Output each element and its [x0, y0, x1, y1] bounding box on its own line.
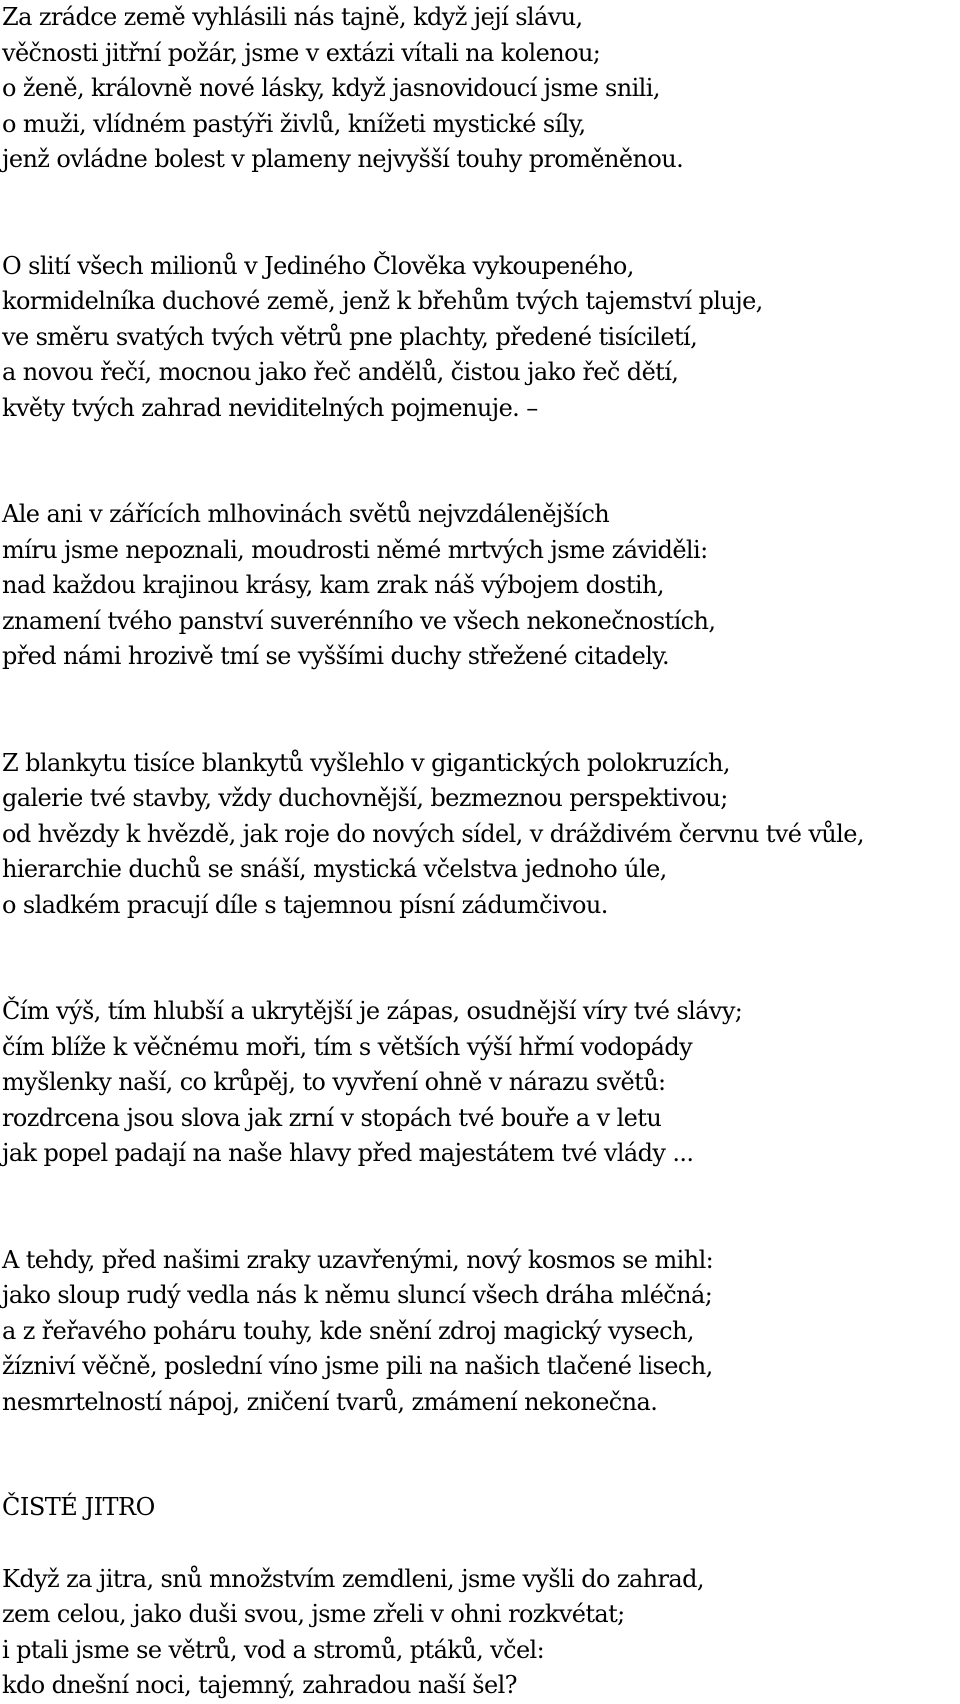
poem-line: jak popel padají na naše hlavy před majestátem tvé vlády ... — [2, 1139, 694, 1167]
title-gap — [2, 1526, 958, 1562]
poem-line: ve směru svatých tvých větrů pne plachty, předené tisíciletí, — [2, 322, 698, 351]
poem-line: žízniví věčně, poslední víno jsme pili na našich tlačené lisech, — [2, 1352, 713, 1380]
poem-line: a novou řečí, mocnou jako řeč andělů, čistou jako řeč dětí, — [2, 358, 679, 386]
poem-line: hierarchie duchů se snáší, mystická včelstva jednoho úle, — [2, 855, 667, 883]
poem-line: jenž ovládne bolest v plameny nejvyšší touhy proměněnou. — [2, 145, 684, 173]
poem-line: znamení tvého panství suverénního ve všech nekonečnostích, — [2, 606, 716, 635]
poem-line: o ženě, královně nové lásky, když jasnovidoucí jsme snili, — [2, 74, 660, 102]
poem-line: galerie tvé stavby, vždy duchovnější, bezmeznou perspektivou; — [2, 784, 728, 812]
poem-line: Čím výš, tím hlubší a ukrytější je zápas, osudnější víry tvé slávy; — [2, 997, 743, 1025]
poem-line: i ptali jsme se větrů, vod a stromů, ptáků, včel: — [2, 1635, 545, 1664]
stanza-6 — [2, 1243, 958, 1421]
poem-line: čím blíže k věčnému moři, tím s větších výší hřmí vodopády — [2, 1032, 693, 1061]
section-title: ČISTÉ JITRO — [2, 1493, 155, 1521]
poem-line: od hvězdy k hvězdě, jak roje do nových sídel, v dráždivém červnu tvé vůle, — [2, 819, 864, 848]
poem-page — [2, 0, 958, 1704]
poem-line: květy tvých zahrad neviditelných pojmenuje. – — [2, 393, 538, 422]
poem-line: Z blankytu tisíce blankytů vyšlehlo v gigantických polokruzích, — [2, 748, 730, 777]
poem-line: kdo dnešní noci, tajemný, zahradou naší šel? — [2, 1671, 517, 1699]
stanza-4 — [2, 746, 958, 924]
poem-line: jako sloup rudý vedla nás k němu sluncí všech dráha mléčná; — [2, 1281, 713, 1309]
stanza-1 — [2, 0, 958, 178]
poem-line: A tehdy, před našimi zraky uzavřenými, nový kosmos se mihl: — [2, 1245, 714, 1274]
poem-line: nesmrtelností nápoj, zničení tvarů, zmámení nekonečna. — [2, 1387, 658, 1416]
poem-line: míru jsme nepoznali, moudrosti němé mrtvých jsme záviděli: — [2, 535, 708, 564]
stanza-gap — [2, 675, 958, 746]
poem-line: kormidelníka duchové země, jenž k břehům tvých tajemství pluje, — [2, 287, 763, 315]
stanza-gap — [2, 1172, 958, 1243]
poem-line: Ale ani v zářících mlhovinách světů nejvzdálenějších — [2, 500, 610, 528]
poem-line: před námi hrozivě tmí se vyššími duchy střežené citadely. — [2, 642, 670, 670]
stanza-final — [2, 1562, 958, 1704]
poem-line: o sladkém pracují díle s tajemnou písní zádumčivou. — [2, 890, 608, 919]
poem-line: a z řeřavého poháru touhy, kde snění zdroj magický vysech, — [2, 1316, 694, 1345]
poem-line: O slití všech milionů v Jediného Člověka vykoupeného, — [2, 251, 634, 280]
stanza-gap — [2, 426, 958, 497]
stanza-5 — [2, 994, 958, 1172]
stanza-3 — [2, 497, 958, 675]
poem-line: nad každou krajinou krásy, kam zrak náš výbojem dostih, — [2, 571, 664, 599]
poem-line: Za zrádce země vyhlásili nás tajně, když její slávu, — [2, 3, 583, 31]
section-gap — [2, 1420, 958, 1490]
stanza-gap — [2, 178, 958, 249]
poem-line: Když za jitra, snů množstvím zemdleni, jsme vyšli do zahrad, — [2, 1564, 704, 1593]
poem-line: věčnosti jitřní požár, jsme v extázi vítali na kolenou; — [2, 38, 601, 67]
poem-line: myšlenky naší, co krůpěj, to vyvření ohně v nárazu světů: — [2, 1068, 666, 1096]
poem-line: rozdrcena jsou slova jak zrní v stopách tvé bouře a v letu — [2, 1103, 662, 1132]
poem-line: o muži, vlídném pastýři živlů, knížeti mystické síly, — [2, 109, 586, 138]
stanza-gap — [2, 923, 958, 994]
stanza-2 — [2, 249, 958, 427]
poem-line: zem celou, jako duši svou, jsme zřeli v ohni rozkvétat; — [2, 1600, 625, 1628]
